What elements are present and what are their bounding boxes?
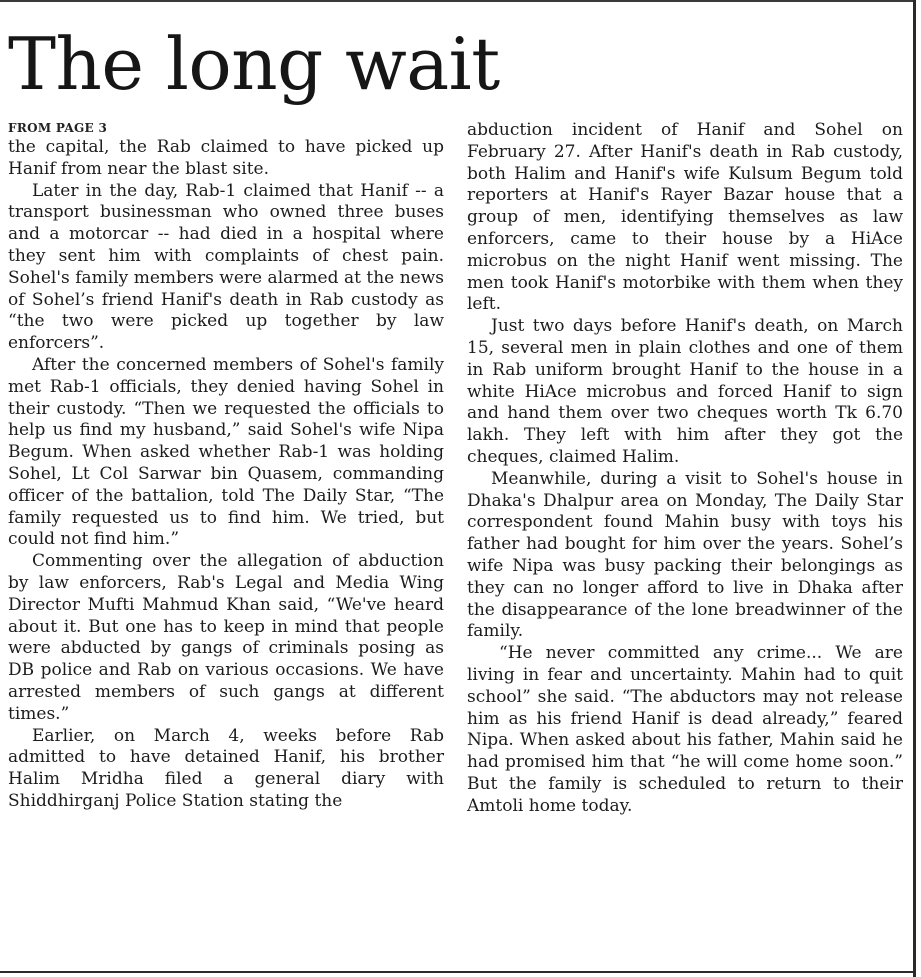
paragraph: Commenting over the allegation of abduction by law enforcers, Rab's Legal and Media Wing Director Mufti Mahmud Khan said, “We've heard about it. But one has to keep in mind that people were abducted by gangs of criminals posing as DB police and Rab on various occasions. We have arrested members of such gangs at different times.”	[8, 551, 444, 724]
clipping-bottom-edge	[0, 971, 916, 973]
clipping-right-edge	[913, 0, 916, 977]
paragraph-continued: the capital, the Rab claimed to have picked up Hanif from near the blast site.	[8, 137, 444, 179]
article-column-left	[8, 120, 444, 813]
article-column-right	[467, 120, 903, 818]
paragraph: Meanwhile, during a visit to Sohel's house in Dhaka's Dhalpur area on Monday, The Daily Star correspondent found Mahin busy with toys his father had bought for him over the years. Sohel’s wife Nipa was busy packing their belongings as they can no longer afford to live in Dhaka after the disappearance of the lone breadwinner of the family.	[467, 468, 903, 642]
paragraph: Later in the day, Rab-1 claimed that Hanif -- a transport businessman who owned three buses and a motorcar -- had died in a hospital where they sent him with complaints of chest pain. Sohel's family members were alarmed at the news of Sohel’s friend Hanif's death in Rab custody as “the two were picked up together by law enforcers”.	[8, 180, 444, 354]
jump-label: FROM PAGE 3	[8, 121, 108, 135]
paragraph-continued: abduction incident of Hanif and Sohel on February 27. After Hanif's death in Rab custody, both Halim and Hanif's wife Kulsum Begum told reporters at Hanif's Rayer Bazar house that a group of men, identifying themselves as law enforcers, came to their house by a HiAce microbus on the night Hanif went missing. The men took Hanif's motorbike with them when they left.	[467, 120, 903, 315]
clipping-top-edge	[0, 0, 914, 2]
paragraph: Just two days before Hanif's death, on March 15, several men in plain clothes and one of them in Rab uniform brought Hanif to the house in a white HiAce microbus and forced Hanif to sign and hand them over two cheques worth Tk 6.70 lakh. They left with him after they got the cheques, claimed Halim.	[467, 316, 903, 467]
paragraph-quote: “He never committed any crime... We are living in fear and uncertainty. Mahin had to quit school” she said. “The abductors may not release him as his friend Hanif is dead already,” feared Nipa. When asked about his father, Mahin said he had promised him that “he will come home soon.” But the family is scheduled to return to their Amtoli home today.	[467, 643, 903, 816]
headline: The long wait	[8, 22, 500, 106]
paragraph: After the concerned members of Sohel's family met Rab-1 officials, they denied having Sohel in their custody. “Then we requested the officials to help us find my husband,” said Sohel's wife Nipa Begum. When asked whether Rab-1 was holding Sohel, Lt Col Sarwar bin Quasem, commanding officer of the battalion, told The Daily Star, “The family requested us to find him. We tried, but could not find him.”	[8, 354, 444, 550]
paragraph: Earlier, on March 4, weeks before Rab admitted to have detained Hanif, his brother Halim Mridha filed a general diary with Shiddhirganj Police Station stating the	[8, 725, 444, 811]
